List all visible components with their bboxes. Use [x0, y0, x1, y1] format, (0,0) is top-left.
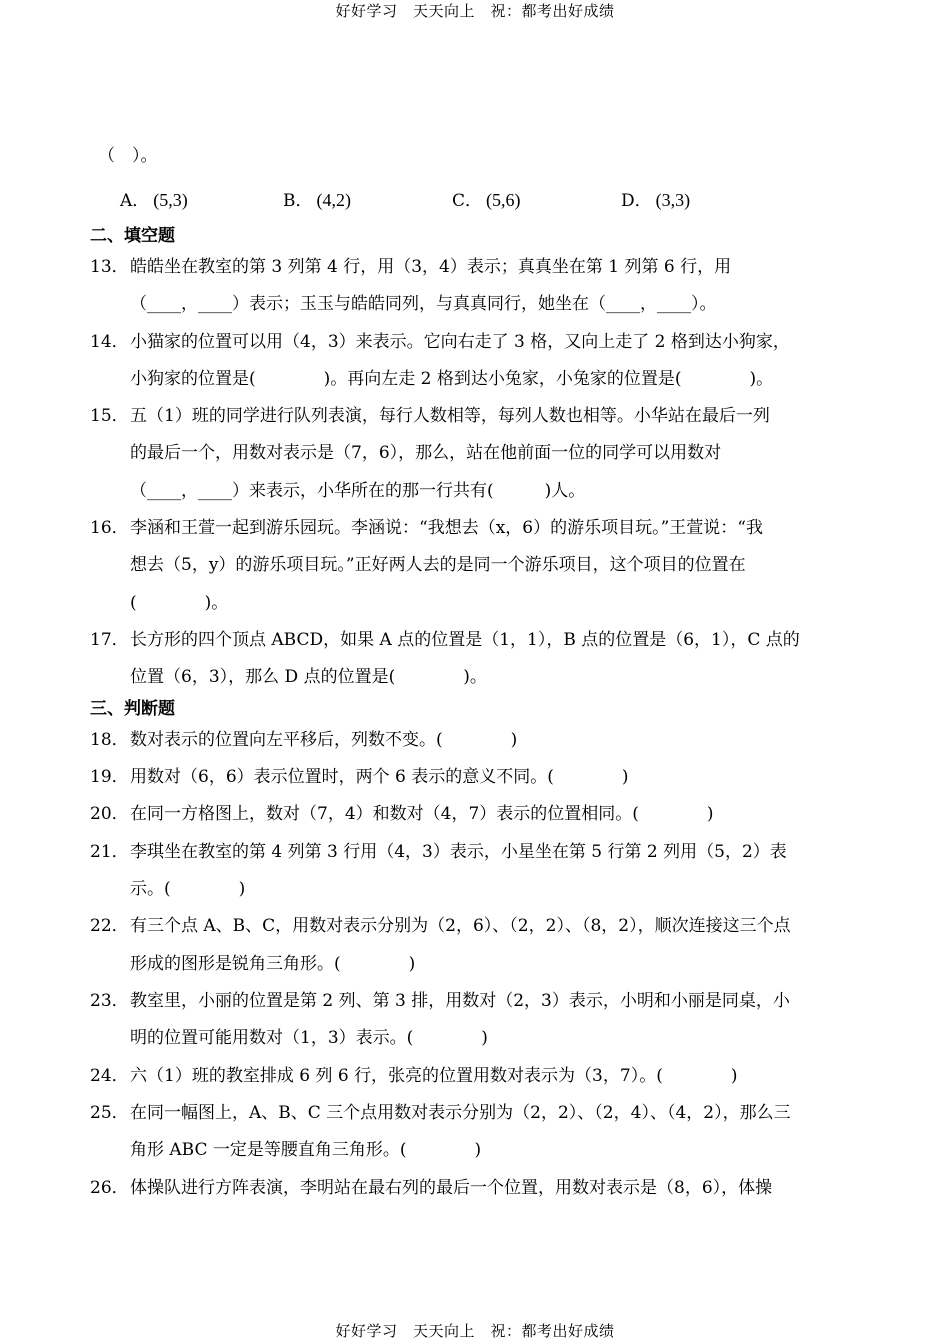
question-17: [90, 629, 800, 651]
question-14-cont: 小狗家的位置是( )。再向左走 2 格到达小兔家，小兔家的位置是( )。: [130, 369, 774, 389]
question-text: 有三个点 A、B、C，用数对表示分别为（2，6）、（2，2）、（8，2），顺次连接这三个点: [130, 916, 791, 936]
question-text: 小猫家的位置可以用（4，3）来表示。它向右走了 3 格，又向上走了 2 格到达小狗家，: [130, 332, 790, 352]
section-fill-blank-heading: 二、填空题: [90, 226, 175, 246]
question-number: 24．: [90, 1066, 129, 1086]
question-number: 22．: [90, 916, 129, 936]
question-number: 20．: [90, 804, 129, 824]
question-number: 13．: [90, 257, 129, 277]
question-text: 体操队进行方阵表演，李明站在最右列的最后一个位置，用数对表示是（8，6），体操: [130, 1178, 773, 1198]
question-18: [90, 729, 517, 751]
question-16-cont2: ( )。: [130, 593, 229, 613]
question-number: 23．: [90, 991, 129, 1011]
question-text: 数对表示的位置向左平移后，列数不变。( ): [130, 730, 518, 750]
page-footer: 好好学习 天天向上 祝：都考出好成绩: [335, 1322, 615, 1340]
question-14: [90, 331, 790, 353]
option-c-value: (5,6): [486, 190, 521, 210]
question-17-cont: 位置（6，3），那么 D 点的位置是( )。: [130, 667, 487, 687]
question-13: [90, 256, 731, 278]
question-text: 长方形的四个顶点 ABCD，如果 A 点的位置是（1，1），B 点的位置是（6，1），C 点的: [130, 630, 800, 650]
option-b-value: (4,2): [316, 190, 351, 210]
question-24: [90, 1065, 737, 1087]
option-d-label: D．: [621, 191, 652, 211]
question-number: 15．: [90, 406, 129, 426]
question-number: 25．: [90, 1103, 129, 1123]
question-text: 教室里，小丽的位置是第 2 列、第 3 排，用数对（2，3）表示，小明和小丽是同桌，小: [130, 991, 790, 1011]
question-number: 26．: [90, 1178, 129, 1198]
option-a[interactable]: [120, 186, 188, 211]
question-15: [90, 405, 770, 427]
question-text: 六（1）班的教室排成 6 列 6 行，张亮的位置用数对表示为（3，7）。( ): [130, 1066, 738, 1086]
option-d[interactable]: [621, 186, 690, 211]
question-20: [90, 803, 714, 825]
question-13-cont: （____，____）表示；玉玉与皓皓同列，与真真同行，她坐在（____，____）。: [130, 294, 717, 314]
option-b[interactable]: [283, 186, 351, 211]
question-text: 在同一方格图上，数对（7，4）和数对（4，7）表示的位置相同。( ): [130, 804, 714, 824]
question-25-cont: 角形 ABC 一定是等腰直角三角形。( ): [130, 1140, 482, 1160]
question-number: 18．: [90, 730, 129, 750]
question-text: 用数对（6，6）表示位置时，两个 6 表示的意义不同。( ): [130, 767, 629, 787]
question-21: [90, 841, 787, 863]
question-number: 16．: [90, 518, 129, 538]
question-26: [90, 1177, 772, 1199]
option-c[interactable]: [452, 186, 521, 211]
question-text: 五（1）班的同学进行队列表演，每行人数相等，每列人数也相等。小华站在最后一列: [130, 406, 770, 426]
question-text: 李涵和王萱一起到游乐园玩。李涵说：“我想去（x，6）的游乐项目玩。”王萱说：“我: [130, 518, 763, 538]
question-25: [90, 1102, 791, 1124]
question-number: 21．: [90, 842, 129, 862]
question-number: 14．: [90, 332, 129, 352]
question-text: 皓皓坐在教室的第 3 列第 4 行，用（3，4）表示；真真坐在第 1 列第 6 行，用: [130, 257, 732, 277]
option-b-label: B．: [283, 191, 313, 211]
option-d-value: (3,3): [655, 190, 691, 210]
question-text: 李琪坐在教室的第 4 列第 3 行用（4，3）表示，小星坐在第 5 行第 2 列用（5，2）表: [130, 842, 787, 862]
question-21-cont: 示。( ): [130, 879, 246, 899]
question-22-cont: 形成的图形是锐角三角形。( ): [130, 954, 416, 974]
option-a-label: A．: [120, 191, 150, 211]
q12-answer-blank: （ ）。: [98, 146, 158, 166]
question-23-cont: 明的位置可能用数对（1，3）表示。( ): [130, 1028, 488, 1048]
page-header: 好好学习 天天向上 祝：都考出好成绩: [335, 2, 615, 20]
question-text: 在同一幅图上，A、B、C 三个点用数对表示分别为（2，2）、（2，4）、（4，2），那么三: [130, 1103, 791, 1123]
question-16-cont: 想去（5，y）的游乐项目玩。”正好两人去的是同一个游乐项目，这个项目的位置在: [130, 555, 746, 575]
question-15-cont: 的最后一个，用数对表示是（7，6），那么，站在他前面一位的同学可以用数对: [130, 443, 722, 463]
question-19: [90, 766, 629, 788]
option-a-value: (5,3): [153, 190, 188, 210]
question-22: [90, 915, 791, 937]
question-16: [90, 517, 763, 539]
section-judgement-heading: 三、判断题: [90, 699, 175, 719]
question-23: [90, 990, 790, 1012]
question-number: 17．: [90, 630, 129, 650]
question-number: 19．: [90, 767, 129, 787]
option-c-label: C．: [452, 191, 483, 211]
question-15-cont2: （____，____）来表示，小华所在的那一行共有( )人。: [130, 481, 586, 501]
